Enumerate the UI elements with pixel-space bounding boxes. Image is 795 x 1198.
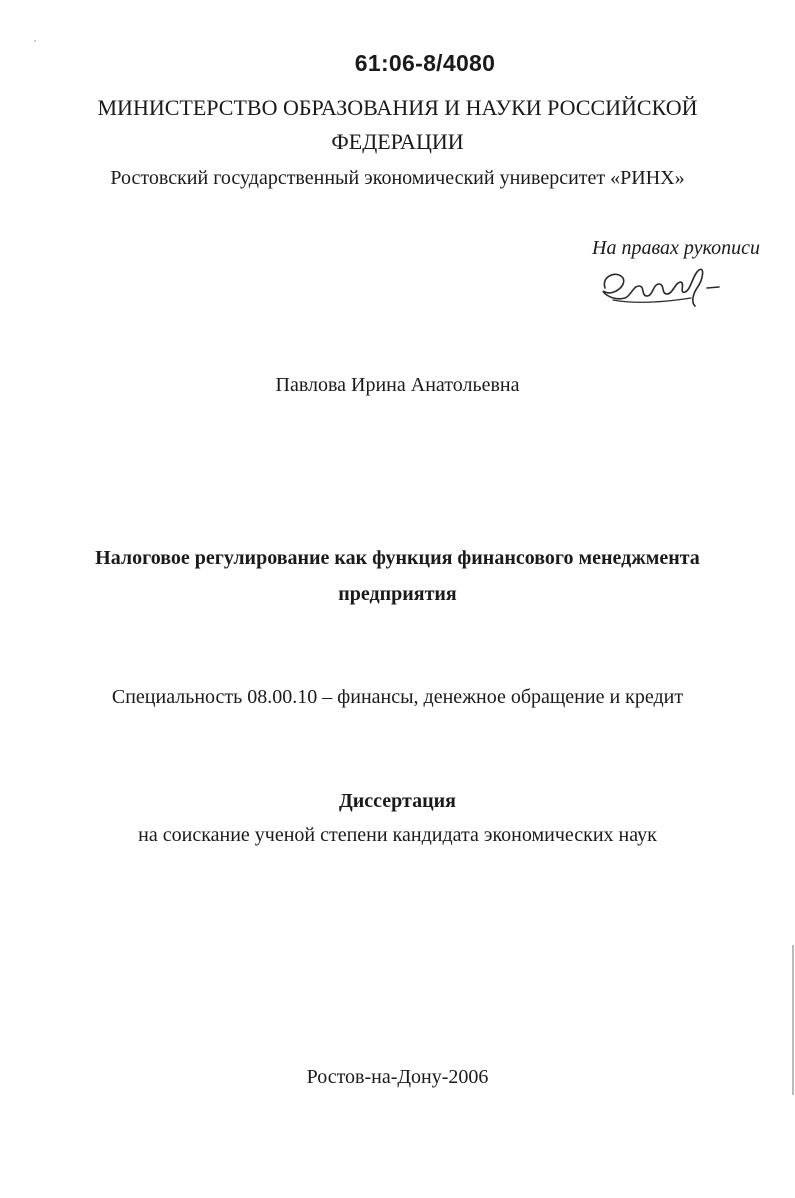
dissertation-title-line-1: Налоговое регулирование как функция финансового менеджмента [95, 547, 700, 569]
handwritten-signature [595, 262, 735, 310]
rights-note: На правах рукописи [592, 237, 760, 259]
specialty: Специальность 08.00.10 – финансы, денежное обращение и кредит [111, 686, 684, 708]
catalog-code: 61:06-8/4080 [354, 50, 496, 76]
scan-edge-mark [792, 945, 794, 1095]
author-name: Павлова Ирина Анатольевна [275, 374, 520, 396]
dissertation-title-line-2: предприятия [338, 583, 457, 605]
document-type: Диссертация [339, 790, 456, 812]
city-year: Ростов-на-Дону-2006 [306, 1066, 489, 1088]
ministry-line-2: ФЕДЕРАЦИИ [331, 129, 464, 154]
degree-purpose: на соискание ученой степени кандидата экономических наук [138, 824, 657, 846]
ministry-line-1: МИНИСТЕРСТВО ОБРАЗОВАНИЯ И НАУКИ РОССИЙСКОЙ [97, 95, 698, 120]
university-name: Ростовский государственный экономический университет «РИНХ» [110, 167, 685, 189]
scan-speck [34, 40, 36, 42]
